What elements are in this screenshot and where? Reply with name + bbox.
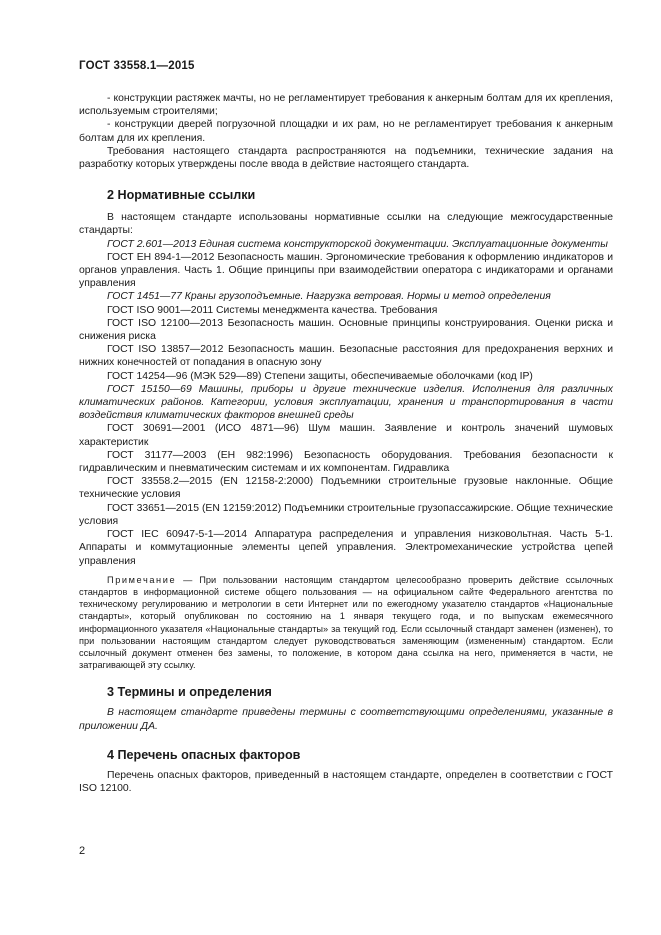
reference-item: ГОСТ ISO 9001—2011 Системы менеджмента качества. Требования: [107, 304, 438, 316]
section-3-text: В настоящем стандарте приведены термины с соответствующими определениями, указанные в приложении ДА.: [79, 707, 613, 732]
intro-paragraph-3: Требования настоящего стандарта распространяются на подъемники, технические задания на разработку которых утверждены после ввода в действие настоящего стандарта.: [79, 145, 613, 171]
note-label: Примечание: [107, 574, 177, 585]
reference-item: ГОСТ 1451—77 Краны грузоподъемные. Нагрузка ветровая. Нормы и метод определения: [107, 291, 551, 303]
reference-item: ГОСТ ISO 13857—2012 Безопасность машин. Безопасные расстояния для предохранения верхних и нижних конечностей от попадания в опасную зону: [79, 344, 613, 369]
reference-item: ГОСТ 33558.2—2015 (EN 12158-2:2000) Подъемники строительные грузовые наклонные. Общие технические условия: [79, 476, 613, 501]
reference-item: ГОСТ 31177—2003 (EH 982:1996) Безопасность оборудования. Требования безопасности к гидравлическим и пневматическим системам и их компонентам. Гидравлика: [79, 449, 613, 475]
reference-item: ГОСТ IEC 60947-5-1—2014 Аппаратура распределения и управления низковольтная. Часть 5-1. Аппараты и коммутационные элементы цепей управления. Электромеханические устройства цепей управления: [79, 529, 613, 567]
reference-item: ГОСТ 15150—69 Машины, приборы и другие технические изделия. Исполнения для различных климатических районов. Категории, условия эксплуатации, хранения и транспортирования в части воздействия климатических факторов внешней среды: [79, 383, 613, 422]
reference-item: ГОСТ 14254—96 (МЭК 529—89) Степени защиты, обеспечиваемые оболочками (код IP): [107, 370, 533, 382]
reference-item: ГОСТ 2.601—2013 Единая система конструкторской документации. Эксплуатационные документы: [107, 238, 608, 250]
reference-item: ГОСТ EH 894-1—2012 Безопасность машин. Эргономические требования к оформлению индикаторов и органов управления. Часть 1. Общие принципы при взаимодействии оператора с индикаторами и органами управления: [79, 251, 613, 290]
reference-item: ГОСТ 33651—2015 (EN 12159:2012) Подъемники строительные грузопассажирские. Общие технические условия: [79, 502, 613, 527]
document-code-header: ГОСТ 33558.1—2015: [79, 60, 195, 72]
section-4-text: Перечень опасных факторов, приведенный в настоящем стандарте, определен в соответствии с ГОСТ ISO 12100.: [79, 769, 613, 794]
section-3-heading: 3 Термины и определения: [107, 685, 272, 700]
section-4-heading: 4 Перечень опасных факторов: [107, 747, 301, 762]
note-block: [79, 574, 613, 672]
reference-item: ГОСТ 30691—2001 (ИСО 4871—96) Шум машин. Заявление и контроль значений шумовых характеристик: [79, 423, 613, 448]
intro-paragraph-2: - конструкции дверей погрузочной площадки и их рам, но не регламентирует требования к анкерным болтам для их крепления.: [79, 119, 613, 144]
section-2-lead: В настоящем стандарте использованы нормативные ссылки на следующие межгосударственные стандарты:: [79, 212, 613, 237]
page-number: 2: [79, 845, 86, 857]
section-2-heading: 2 Нормативные ссылки: [107, 188, 256, 203]
intro-paragraph-1: - конструкции растяжек мачты, но не регламентирует требования к анкерным болтам для их крепления, используемым строителями;: [79, 93, 613, 118]
note-text: — При пользовании настоящим стандартом целесообразно проверить действие ссылочных стандартов в информационной системе общего пользования — на официальном сайте Федерального агентства по техническому регулированию и метрологии в сети Интернет или по ежегодному указателю стандартов «Национальные стандарты», который опубликован по состоянию на 1 января текущего года, и по выпускам ежемесячного информационного указателя «Национальные стандарты» за текущий год. Если ссылочный стандарт заменен (изменен), то при пользовании настоящим стандартом следует руководствоваться заменяющим (измененным) стандартом. Если ссылочный документ отменен без замены, то положение, в котором дана ссылка на него, применяется в части, не затрагивающей эту ссылку.: [79, 574, 613, 671]
normative-references-list: [79, 238, 613, 568]
reference-item: ГОСТ ISO 12100—2013 Безопасность машин. Основные принципы конструирования. Оценки риска и снижения риска: [79, 317, 613, 343]
page-content: [79, 92, 613, 795]
